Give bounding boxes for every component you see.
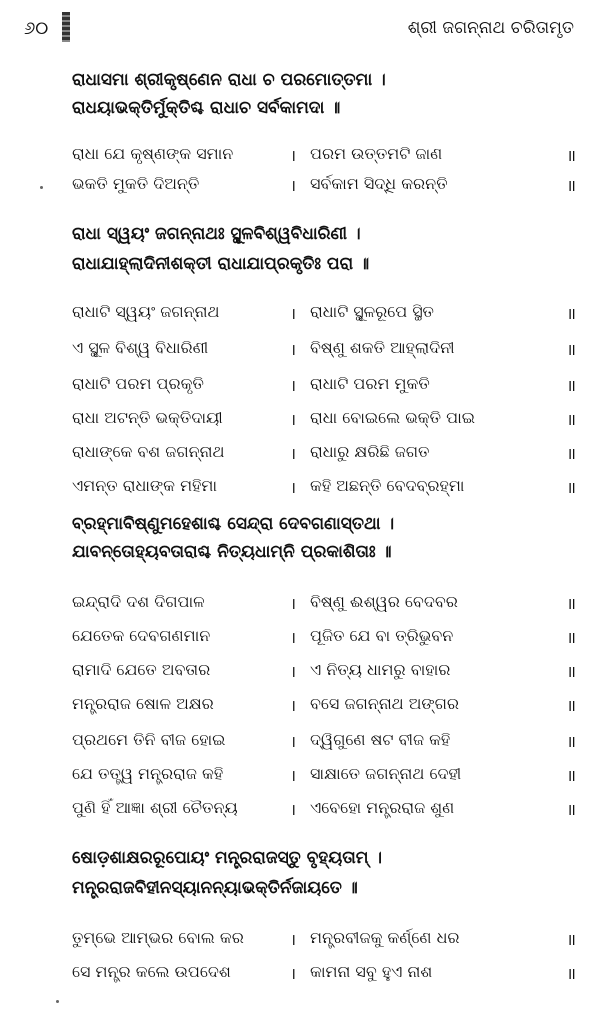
verse-first-half: ଯେ ତତ୍ତ୍ୱ ମନ୍ତ୍ରରାଜ କହି <box>72 764 224 783</box>
verse-separator: । <box>290 662 297 681</box>
verse-second-half: କହି ଅଛନ୍ତି ବେଦବ୍ରହ୍ମା <box>310 476 465 495</box>
verse-first-half: ଭକତି ମୁକତି ଦିଅନ୍ତି <box>72 174 200 193</box>
verse-second-half: ବିଷ୍ଣୁ ଶକତି ଆହ୍ଲାଦିନୀ <box>310 338 455 357</box>
verse-separator: । <box>290 696 297 715</box>
verse-separator: । <box>290 376 297 395</box>
verse-second-half: ପୂଜିତ ଯେ ବା ତ୍ରିଭୁବନ <box>310 626 454 645</box>
sloka-line: ରାଧା ସ୍ୱୟଂ ଜଗନ୍ନାଥଃ ସ୍ଥୂଳବିଶ୍ୱବିଧାରିଣୀ । <box>72 224 361 244</box>
verse-first-half: ରାଧା ଅଟନ୍ତି ଭକ୍ତିଦାୟୀ <box>72 408 223 427</box>
verse-second-half: ରାଧାରୁ କ୍ଷରିଛି ଜଗତ <box>310 442 430 461</box>
sloka-line: ମନ୍ତ୍ରରାଜବିହୀନସ୍ୟାନନ୍ୟାଭକ୍ତିର୍ନଜାୟତେ ॥ <box>72 878 358 898</box>
verse-end-mark: ॥ <box>566 594 576 613</box>
verse-first-half: ରାଧା ଯେ କୃଷ୍ଣଙ୍କ ସମାନ <box>72 144 234 163</box>
verse-second-half: ସର୍ବକାମ ସିଦ୍ଧି କରନ୍ତି <box>310 174 448 193</box>
print-speck <box>40 186 43 189</box>
verse-separator: । <box>290 964 297 983</box>
verse-end-mark: ॥ <box>566 766 576 785</box>
verse-first-half: ମନ୍ତ୍ରରାଜ ଷୋଳ ଅକ୍ଷର <box>72 694 214 713</box>
verse-separator: । <box>290 444 297 463</box>
verse-separator: । <box>290 340 297 359</box>
verse-second-half: ବିଷ୍ଣୁ ଈଶ୍ୱର ବେଦବର <box>310 592 458 611</box>
verse-end-mark: ॥ <box>566 696 576 715</box>
verse-row <box>72 962 582 992</box>
verse-separator: । <box>290 732 297 751</box>
verse-separator: । <box>290 176 297 195</box>
verse-separator: । <box>290 766 297 785</box>
verse-first-half: ପୁଣି ହିଁ ଆଜ୍ଞା ଶ୍ରୀ ଚୈତନ୍ୟ <box>72 798 238 817</box>
verse-separator: । <box>290 800 297 819</box>
sloka-line: ରାଧାଯାହ୍ଲାଦିନୀଶକ୍ତୀ ରାଧାଯାପ୍ରକୃତିଃ ପରା ॥ <box>72 254 370 274</box>
verse-end-mark: ॥ <box>566 304 576 323</box>
verse-second-half: ବସେ ଜଗନ୍ନାଥ ଅଙ୍ଗର <box>310 694 460 713</box>
verse-row <box>72 592 582 622</box>
verse-second-half: ଏବେହୋ ମନ୍ତ୍ରରାଜ ଶୁଣ <box>310 798 455 817</box>
verse-row <box>72 626 582 656</box>
verse-second-half: ରାଧାଟି ପରମ ମୁକତି <box>310 374 430 393</box>
verse-row <box>72 764 582 794</box>
verse-first-half: ପ୍ରଥମେ ତିନି ବୀଜ ହୋଇ <box>72 730 226 749</box>
verse-first-half: ଏମନ୍ତ ରାଧାଙ୍କ ମହିମା <box>72 476 218 495</box>
verse-first-half: ରାଧାଟି ପରମ ପ୍ରକୃତି <box>72 374 204 393</box>
sloka-line: ଯାବନ୍ତୋହ୍ୟବତାରାଶ୍ଚ ନିତ୍ୟଧାମ୍ନି ପ୍ରକାଶିତାଃ ॥ <box>72 542 392 562</box>
verse-first-half: ରାମାଦି ଯେତେ ଅବତାର <box>72 660 211 679</box>
verse-row <box>72 442 582 472</box>
sloka-line: ରାଧୟାଭକ୍ତିର୍ମୁକ୍ତିଶ୍ଚ ରାଧାଚ ସର୍ବକାମଦା ॥ <box>72 98 341 118</box>
verse-row <box>72 174 582 204</box>
verse-separator: । <box>290 930 297 949</box>
verse-row <box>72 302 582 332</box>
verse-end-mark: ॥ <box>566 732 576 751</box>
verse-end-mark: ॥ <box>566 176 576 195</box>
verse-end-mark: ॥ <box>566 376 576 395</box>
verse-second-half: ପରମ ଉତ୍ତମଟି ଜାଣ <box>310 144 443 163</box>
verse-separator: । <box>290 478 297 497</box>
gutter-mark <box>62 12 70 42</box>
verse-end-mark: ॥ <box>566 478 576 497</box>
verse-first-half: ରାଧାଙ୍କେ ବଶ ଜଗନ୍ନାଥ <box>72 442 225 461</box>
verse-second-half: କାମନା ସବୁ ହୁଏ ନାଶ <box>310 962 433 981</box>
verse-row <box>72 338 582 368</box>
running-title: ଶ୍ରୀ ଜଗନ୍ନାଥ ଚରିତାମୃତ <box>407 18 574 38</box>
verse-row <box>72 730 582 760</box>
verse-end-mark: ॥ <box>566 628 576 647</box>
verse-row <box>72 144 582 174</box>
verse-first-half: ସେ ମନ୍ତ୍ର କଲେ ଉପଦେଶ <box>72 962 231 981</box>
verse-end-mark: ॥ <box>566 340 576 359</box>
verse-end-mark: ॥ <box>566 964 576 983</box>
verse-separator: । <box>290 146 297 165</box>
verse-row <box>72 798 582 828</box>
verse-end-mark: ॥ <box>566 930 576 949</box>
verse-first-half: ଏ ସ୍ଥୂଳ ବିଶ୍ୱ ବିଧାରିଣୀ <box>72 338 209 357</box>
verse-second-half: ସାକ୍ଷାତେ ଜଗନ୍ନାଥ ଦେହୀ <box>310 764 462 783</box>
sloka-line: ବ୍ରହ୍ମାବିଷ୍ଣୁମହେଶାଶ୍ଚ ସେନ୍ଦ୍ରା ଦେବଗଣାସ୍ତଥା । <box>72 514 395 534</box>
sloka-line: ଷୋଡ଼ଶାକ୍ଷରରୂପୋୟଂ ମନ୍ତ୍ରରାଜସ୍ତୁ ବୃହ୍ୟତାମ୍ । <box>72 848 383 868</box>
verse-first-half: ଇନ୍ଦ୍ରାଦି ଦଶ ଦିଗପାଳ <box>72 592 205 611</box>
verse-row <box>72 408 582 438</box>
verse-row <box>72 476 582 506</box>
verse-row <box>72 928 582 958</box>
verse-separator: । <box>290 594 297 613</box>
verse-first-half: ଯେତେକ ଦେବଗଣମାନ <box>72 626 211 645</box>
verse-end-mark: ॥ <box>566 800 576 819</box>
verse-row <box>72 374 582 404</box>
verse-separator: । <box>290 628 297 647</box>
verse-row <box>72 694 582 724</box>
verse-second-half: ଏ ନିତ୍ୟ ଧାମରୁ ବାହାର <box>310 660 451 679</box>
verse-second-half: ଦ୍ୱିଗୁଣେ ଷଟ ବୀଜ କହି <box>310 730 451 749</box>
verse-separator: । <box>290 304 297 323</box>
page-number: ୬୦ <box>24 18 49 39</box>
verse-second-half: ମନ୍ତ୍ରବୀଜକୁ କର୍ଣ୍ଣେ ଧର <box>310 928 460 947</box>
verse-end-mark: ॥ <box>566 410 576 429</box>
sloka-line: ରାଧାସମା ଶ୍ରୀକୃଷ୍ଣେନ ରାଧା ଚ ପରମୋତ୍ତମା । <box>72 70 386 90</box>
verse-end-mark: ॥ <box>566 662 576 681</box>
verse-first-half: ରାଧାଟି ସ୍ୱୟଂ ଜଗନ୍ନାଥ <box>72 302 220 321</box>
verse-second-half: ରାଧା ବୋଇଲେ ଭକ୍ତି ପାଇ <box>310 408 476 427</box>
verse-row <box>72 660 582 690</box>
verse-end-mark: ॥ <box>566 444 576 463</box>
verse-end-mark: ॥ <box>566 146 576 165</box>
verse-separator: । <box>290 410 297 429</box>
verse-second-half: ରାଧାଟି ସ୍ଥୂଳରୂପେ ସ୍ଥିତ <box>310 302 434 321</box>
print-speck <box>56 1000 59 1003</box>
verse-first-half: ତୁମ୍ଭେ ଆମ୍ଭର ବୋଲ କର <box>72 928 244 947</box>
